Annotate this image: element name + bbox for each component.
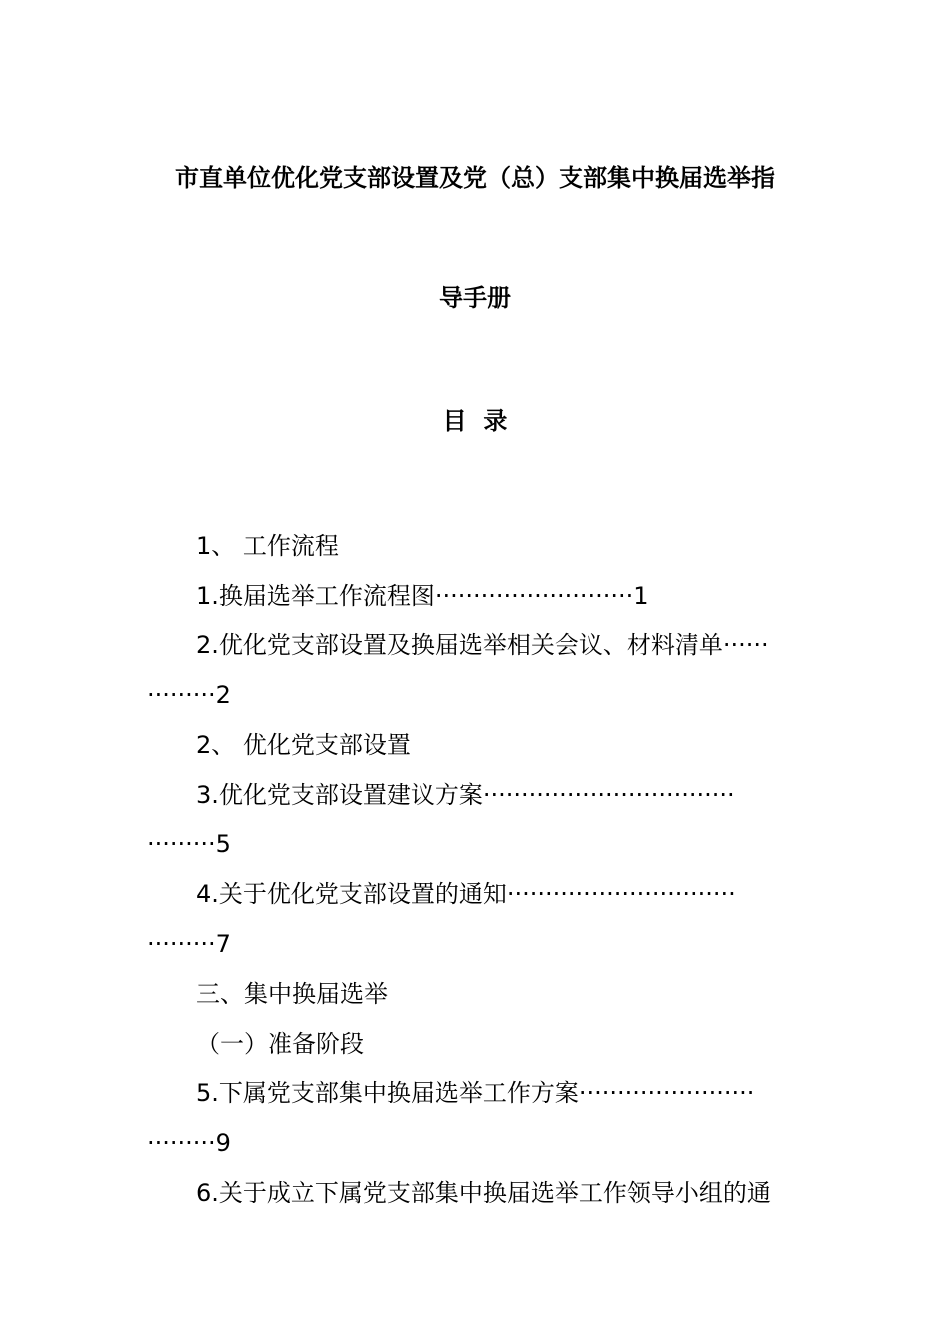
toc-section-2: 2、 优化党支部设置 xyxy=(196,731,411,759)
toc-entry-6: 6.关于成立下属党支部集中换届选举工作领导小组的通 xyxy=(196,1179,771,1207)
toc-entry-5: 5.下属党支部集中换届选举工作方案······················· xyxy=(196,1079,755,1107)
document-title-line-1: 市直单位优化党支部设置及党（总）支部集中换届选举指 xyxy=(175,164,775,192)
toc-heading: 目 录 xyxy=(442,407,508,435)
toc-entry-1: 1.换届选举工作流程图··························1 xyxy=(196,582,649,610)
toc-section-1: 1、 工作流程 xyxy=(196,532,339,560)
toc-entry-2-continuation: ·········2 xyxy=(147,681,231,709)
toc-entry-4-continuation: ·········7 xyxy=(147,930,231,958)
toc-entry-3-continuation: ·········5 xyxy=(147,830,231,858)
document-title-line-2: 导手册 xyxy=(439,284,511,312)
toc-section-3: 三、集中换届选举 xyxy=(196,980,388,1008)
toc-entry-2: 2.优化党支部设置及换届选举相关会议、材料清单······ xyxy=(196,631,769,659)
toc-subsection-1: （一）准备阶段 xyxy=(196,1030,364,1058)
toc-entry-4: 4.关于优化党支部设置的通知······························ xyxy=(196,880,736,908)
toc-entry-3: 3.优化党支部设置建议方案································· xyxy=(196,781,735,809)
toc-entry-5-continuation: ·········9 xyxy=(147,1129,231,1157)
